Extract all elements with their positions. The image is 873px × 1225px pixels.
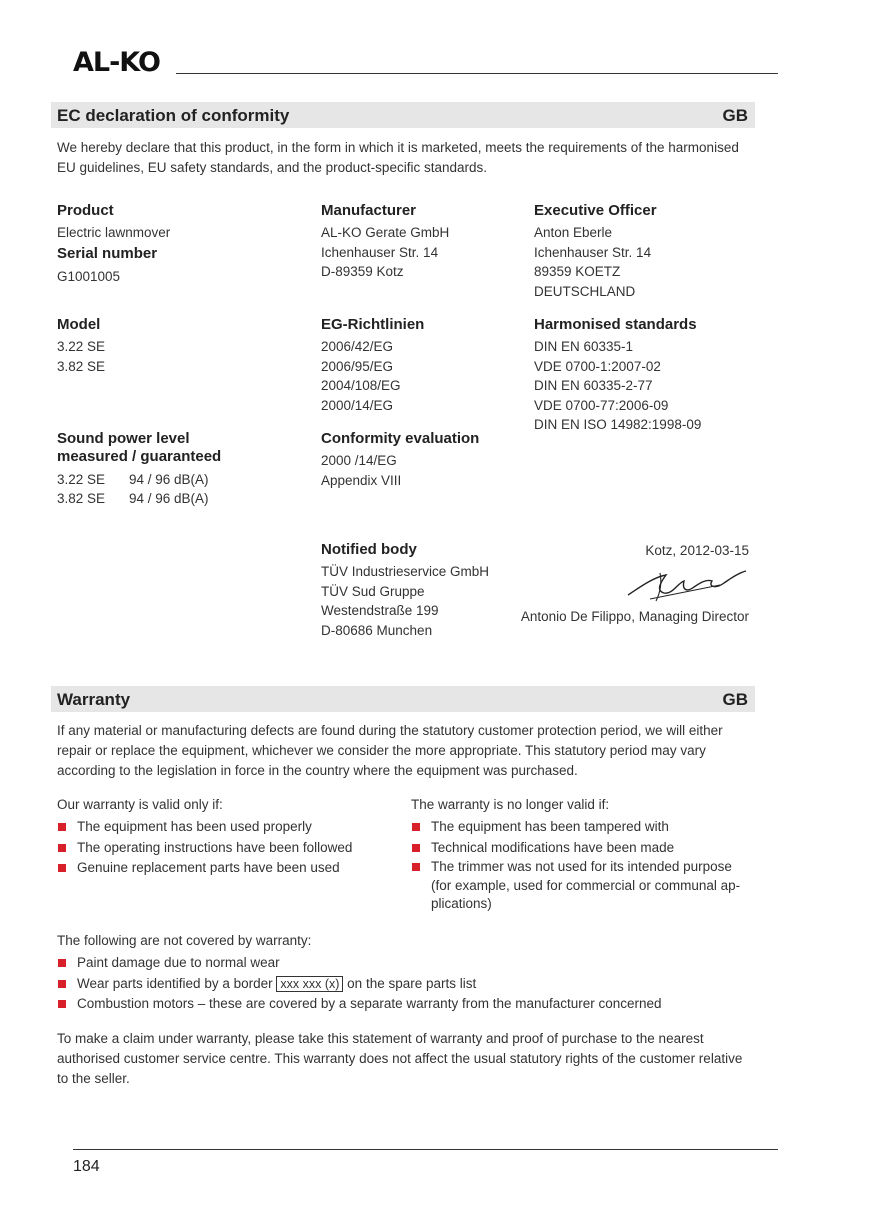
invalid-list bbox=[411, 817, 751, 914]
warranty-section-bar bbox=[51, 686, 755, 712]
list-item bbox=[57, 953, 757, 974]
list-item bbox=[411, 838, 751, 859]
list-item-text: Technical modifications have been made bbox=[431, 839, 675, 855]
alko-logo: AL-KO bbox=[73, 47, 160, 78]
ec-title: EC declaration of conformity bbox=[57, 106, 290, 125]
list-item bbox=[57, 974, 757, 995]
directives-list bbox=[321, 337, 401, 415]
conformity-item: Appendix VIII bbox=[321, 472, 402, 488]
manufacturer-line: AL-KO Gerate GmbH bbox=[321, 225, 450, 240]
list-item-text: Combustion motors – these are covered by a separate warranty from the manufacturer concerned bbox=[77, 996, 662, 1011]
valid-list bbox=[57, 817, 387, 879]
list-item-text: plications) bbox=[431, 896, 492, 911]
standard-item: VDE 0700-1:2007-02 bbox=[534, 358, 661, 374]
standard-item: DIN EN 60335-1 bbox=[534, 339, 634, 354]
warranty-title: Warranty bbox=[57, 690, 131, 709]
bullet-icon bbox=[58, 844, 66, 852]
notified-body-line: Westendstraße 199 bbox=[321, 603, 439, 619]
list-item bbox=[57, 858, 387, 879]
bullet-icon bbox=[58, 1000, 66, 1008]
list-item bbox=[57, 838, 387, 859]
manufacturer-label: Manufacturer bbox=[321, 202, 417, 219]
standard-item: DIN EN 60335-2-77 bbox=[534, 378, 653, 394]
officer-label: Executive Officer bbox=[534, 202, 657, 219]
not-covered-list bbox=[57, 953, 757, 1015]
ec-intro: We hereby declare that this product, in the form in which it is marketed, meets the requirements of the harmonised EU guidelines, EU safety standards, and the product-specific standards. bbox=[57, 140, 739, 175]
model-item: 3.22 SE bbox=[57, 339, 106, 354]
sound-model-2: 3.82 SE bbox=[57, 491, 106, 506]
wear-part-code-box: xxx xxx (x) bbox=[276, 976, 343, 992]
signature-image bbox=[620, 565, 750, 605]
bullet-icon bbox=[412, 823, 420, 831]
sound-value-2: 94 / 96 dB(A) bbox=[129, 491, 209, 506]
list-item bbox=[411, 858, 751, 914]
bullet-icon bbox=[58, 980, 66, 988]
notified-body-line: TÜV Industrieservice GmbH bbox=[321, 564, 490, 579]
ec-lang: GB bbox=[722, 106, 748, 125]
list-item-text: The equipment has been tampered with bbox=[431, 819, 669, 834]
directive-item: 2006/95/EG bbox=[321, 358, 394, 374]
serial-value: G1001005 bbox=[57, 269, 121, 284]
model-list bbox=[57, 337, 105, 376]
footer-rule bbox=[73, 1149, 778, 1150]
product-value: Electric lawnmover bbox=[57, 225, 171, 240]
officer-line: Ichenhauser Str. 14 bbox=[534, 244, 652, 260]
page-number: 184 bbox=[73, 1158, 100, 1175]
list-item bbox=[57, 817, 387, 838]
conformity-label: Conformity evaluation bbox=[321, 430, 480, 447]
manufacturer-address bbox=[321, 223, 449, 282]
warranty-claim: To make a claim under warranty, please take this statement of warranty and proof of purchase to the nearest authorised customer service centre. This warranty does not affect the usual statutory rights of the customer relative to the seller. bbox=[57, 1031, 743, 1086]
list-item-text: The equipment has been used properly bbox=[77, 819, 312, 834]
standard-item: VDE 0700-77:2006-09 bbox=[534, 397, 669, 413]
directives-label: EG-Richtlinien bbox=[321, 316, 425, 333]
valid-title: Our warranty is valid only if: bbox=[57, 797, 223, 812]
place-date: Kotz, 2012-03-15 bbox=[645, 543, 749, 558]
officer-address bbox=[534, 223, 651, 301]
list-item-text: The trimmer was not used for its intended purpose bbox=[431, 859, 732, 874]
list-item-text: Paint damage due to normal wear bbox=[77, 955, 280, 970]
standards-label: Harmonised standards bbox=[534, 316, 697, 333]
directive-item: 2000/14/EG bbox=[321, 397, 394, 413]
signatory: Antonio De Filippo, Managing Director bbox=[520, 609, 749, 624]
list-item-text: Genuine replacement parts have been used bbox=[77, 860, 340, 875]
warranty-intro: If any material or manufacturing defects are found during the statutory customer protection period, we will either repair or replace the equipment, whichever we consider the more appropriate. This statutory period may vary according to the legislation in force in the country where the equipment was purchased. bbox=[57, 723, 723, 778]
list-item-text: on the spare parts list bbox=[347, 975, 477, 991]
sound-label-1: Sound power level bbox=[57, 430, 190, 447]
serial-label: Serial number bbox=[57, 245, 158, 262]
list-item bbox=[411, 817, 751, 838]
standard-item: DIN EN ISO 14982:1998-09 bbox=[534, 417, 702, 433]
officer-line: 89359 KOETZ bbox=[534, 264, 621, 280]
notified-body-line: TÜV Sud Gruppe bbox=[321, 583, 425, 599]
manufacturer-line: Ichenhauser Str. 14 bbox=[321, 244, 439, 260]
model-label: Model bbox=[57, 316, 101, 333]
invalid-title: The warranty is no longer valid if: bbox=[411, 797, 610, 812]
list-item-text: The operating instructions have been followed bbox=[77, 839, 353, 855]
conformity-item: 2000 /14/EG bbox=[321, 453, 397, 468]
officer-line: DEUTSCHLAND bbox=[534, 283, 636, 299]
sound-label-2: measured / guaranteed bbox=[57, 448, 222, 465]
notified-body-line: D-80686 Munchen bbox=[321, 622, 433, 638]
bullet-icon bbox=[58, 823, 66, 831]
bullet-icon bbox=[412, 863, 420, 871]
manufacturer-line: D-89359 Kotz bbox=[321, 264, 404, 280]
list-item-text: Wear parts identified by a border bbox=[77, 975, 273, 991]
bullet-icon bbox=[58, 959, 66, 967]
header-rule bbox=[176, 73, 778, 74]
bullet-icon bbox=[412, 844, 420, 852]
directive-item: 2004/108/EG bbox=[321, 378, 401, 394]
conformity-list bbox=[321, 451, 401, 490]
model-item: 3.82 SE bbox=[57, 358, 106, 374]
warranty-lang: GB bbox=[722, 690, 748, 709]
notified-body-address bbox=[321, 562, 489, 640]
not-covered-title: The following are not covered by warranty: bbox=[57, 933, 312, 948]
directive-item: 2006/42/EG bbox=[321, 339, 394, 354]
standards-list bbox=[534, 337, 701, 435]
notified-body-label: Notified body bbox=[321, 541, 417, 558]
list-item bbox=[57, 994, 757, 1015]
sound-model-1: 3.22 SE bbox=[57, 472, 106, 487]
sound-value-1: 94 / 96 dB(A) bbox=[129, 472, 209, 487]
officer-line: Anton Eberle bbox=[534, 225, 613, 240]
bullet-icon bbox=[58, 864, 66, 872]
product-label: Product bbox=[57, 202, 114, 219]
list-item-text: (for example, used for commercial or communal ap- bbox=[431, 877, 741, 893]
